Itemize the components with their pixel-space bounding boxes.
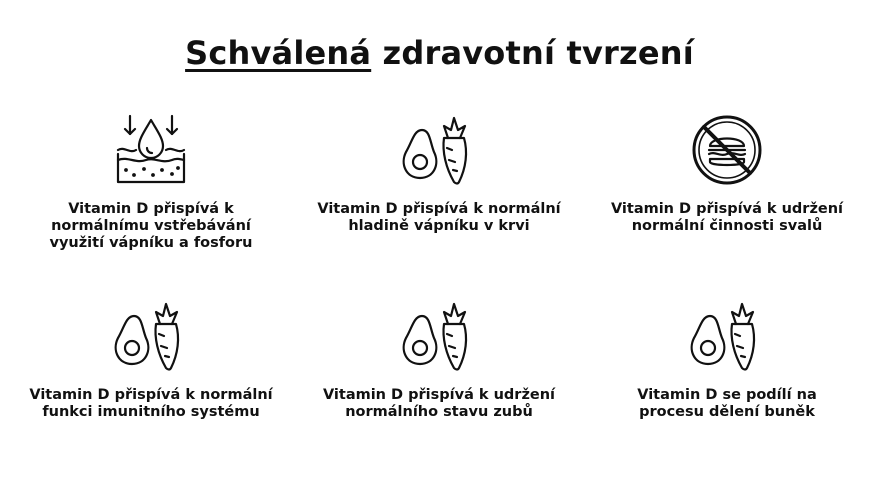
- claim-text: Vitamin D přispívá k normálnímu vstřebávání využití vápníku a fosforu: [49, 201, 253, 251]
- claim-text: Vitamin D přispívá k normální hladině vápníku v krvi: [317, 201, 561, 234]
- avocado-carrot-icon: [106, 298, 196, 374]
- title-rest: zdravotní tvrzení: [371, 34, 694, 72]
- claim-text: Vitamin D přispívá k udržení normální činnosti svalů: [610, 201, 844, 234]
- claim-text: Vitamin D přispívá k udržení normálního stavu zubů: [322, 387, 556, 420]
- claim-item-5: [309, 298, 569, 421]
- avocado-carrot-icon: [394, 112, 484, 188]
- claim-item-2: [309, 112, 569, 235]
- absorption-drop-icon: [106, 112, 196, 188]
- claim-text: Vitamin D přispívá k normální funkci imunitního systému: [29, 387, 273, 420]
- claim-item-1: [21, 112, 281, 252]
- avocado-carrot-icon: [682, 298, 772, 374]
- claim-item-6: [597, 298, 857, 421]
- claim-item-3: [597, 112, 857, 235]
- claim-item-4: [21, 298, 281, 421]
- no-burger-icon: [682, 112, 772, 188]
- avocado-carrot-icon: [394, 298, 484, 374]
- claim-text: Vitamin D se podílí na procesu dělení buněk: [637, 387, 817, 420]
- page-title: [0, 34, 879, 72]
- title-underlined-word: Schválená: [185, 34, 372, 72]
